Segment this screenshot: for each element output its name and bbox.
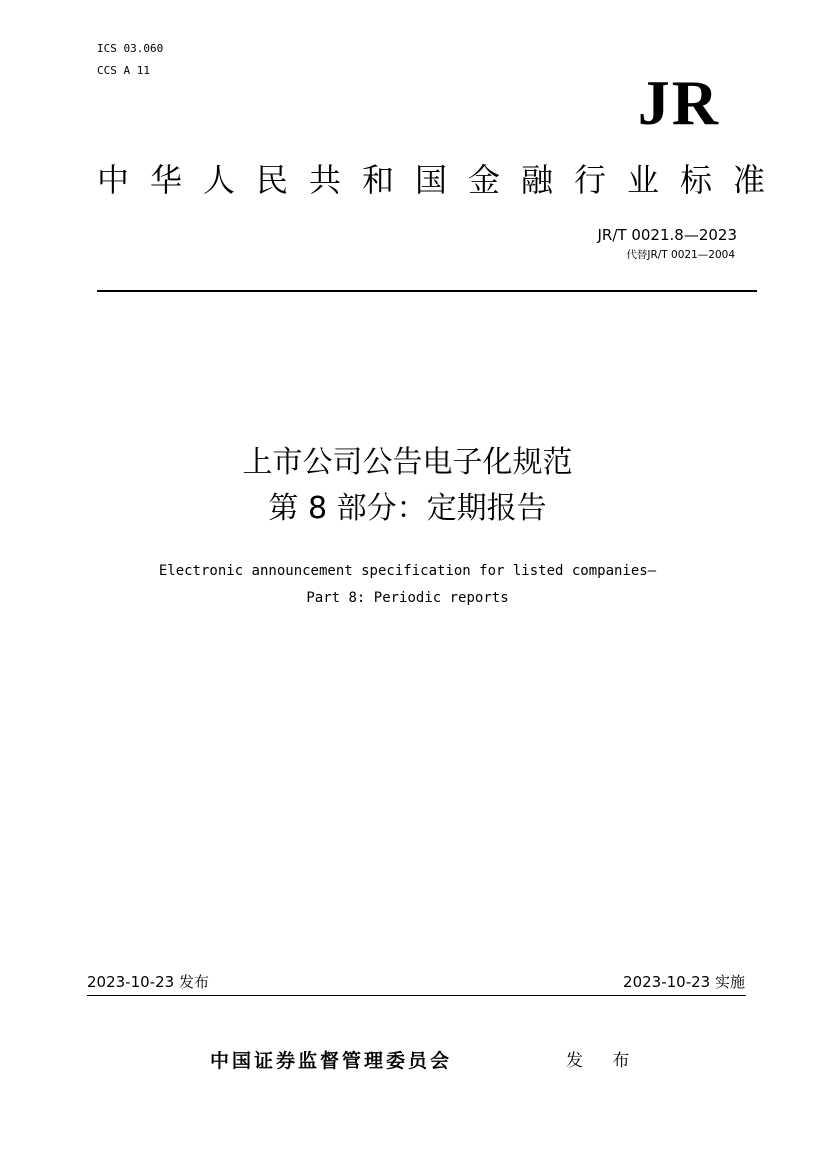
english-title-line1: Electronic announcement specification for listed companies—	[158, 563, 657, 579]
jr-logo: JR	[637, 67, 720, 138]
publisher-name: 中国证券监督管理委员会	[210, 1050, 453, 1072]
ics-code: ICS 03.060	[97, 42, 164, 55]
english-title-line2: Part 8: Periodic reports	[306, 590, 509, 606]
publish-label: 发 布	[566, 1051, 642, 1071]
chinese-title-line1: 上市公司公告电子化规范	[242, 445, 573, 480]
standard-number: JR/T 0021.8—2023	[597, 226, 737, 244]
issue-date: 2023-10-23 发布	[87, 973, 209, 991]
standard-category-title: 中华人民共和国金融行业标准	[97, 161, 787, 199]
ccs-code: CCS A 11	[97, 64, 150, 77]
header-divider	[97, 290, 757, 292]
chinese-title-line2: 第 8 部分：定期报告	[268, 491, 547, 526]
replaces-standard: 代替JR/T 0021—2004	[626, 249, 735, 261]
footer-divider	[87, 995, 746, 996]
implementation-date: 2023-10-23 实施	[623, 973, 745, 991]
